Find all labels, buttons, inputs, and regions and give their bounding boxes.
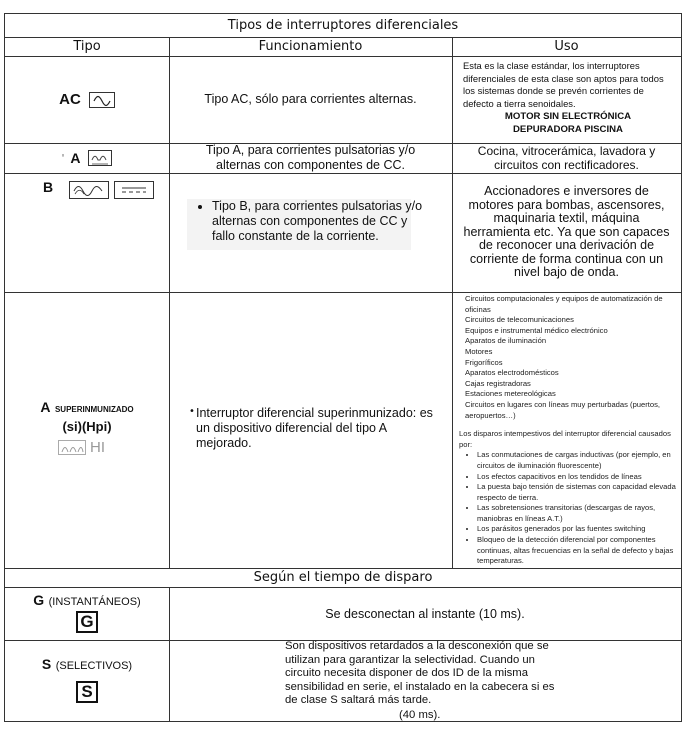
list-item: • Bloqueo de la detección diferencial por componentes continuas, altas frecuencias en la señal de defecto y bajas temperaturas. [477, 535, 677, 567]
uso-b: Accionadores e inversores de motores para bombas, ascensores, maquinaria textil, máquina herramienta etc. Ya que son capaces de reconocer una derivación de corriente de forma continua con un nivel bajo de onda. [463, 183, 670, 280]
table-title: Tipos de interruptores diferenciales [227, 18, 459, 33]
list-item: Equipos e instrumental médico electrónico [465, 325, 608, 335]
dc-wave-icon [114, 181, 154, 199]
uso-asi-list [465, 294, 677, 421]
list-item: Circuitos computacionales y equipos de automatización de oficinas [465, 294, 663, 314]
tipo-g-cell [5, 587, 169, 640]
sine-wave-icon [89, 92, 115, 108]
header-tipo: Tipo [73, 39, 101, 54]
tipo-a-label: A [70, 150, 81, 166]
s-description-cell [169, 640, 681, 722]
tipo-asi-sub: SUPERINMUNIZADO [54, 405, 134, 414]
list-item: • Las sobretensiones transitorias (descargas de rayos, maniobras en líneas A.T.) [477, 503, 677, 524]
tipo-asi-label: A [40, 399, 51, 415]
list-item: Frigoríficos [465, 357, 503, 367]
uso-asi-intro: Los disparos intempestivos del interruptor diferencial causados por: [459, 429, 671, 449]
list-item: Estaciones metereológicas [465, 389, 556, 399]
tipo-s-cell [5, 640, 169, 722]
g-symbol-icon: G [76, 611, 98, 633]
uso-a: Cocina, vitrocerámica, lavadora y circuitos con rectificadores. [477, 144, 656, 172]
tipo-a-cell: ' A [5, 143, 169, 173]
superimmunized-wave-icon [58, 440, 86, 455]
uso-ac-text: Esta es la clase estándar, los interruptores diferenciales de esta clase son aptos para todos los sistemas donde se prevén corrientes de defecto a tierra senoidales. [463, 60, 664, 109]
tipo-s-paren: (SELECTIVOS) [55, 660, 133, 672]
list-item: • Los parásitos generados por las fuentes switching [477, 524, 677, 535]
tipo-b-label: B [43, 179, 54, 195]
pulsating-wave-icon [88, 150, 112, 166]
s-symbol-icon: S [76, 681, 98, 703]
list-item: Aparatos de iluminación [465, 336, 547, 346]
uso-ac-cell [452, 56, 681, 143]
list-item: Motores [465, 346, 493, 356]
funcionamiento-b-cell [169, 173, 452, 292]
tipo-b-cell [5, 173, 169, 292]
list-item: Aparatos electrodomésticos [465, 368, 559, 378]
uso-asi-bullets [465, 450, 677, 567]
funcionamiento-asi: Interruptor diferencial superinmunizado: es un dispositivo diferencial del tipo A mejorado. [196, 406, 433, 450]
tipo-g-paren: (INSTANTÁNEOS) [48, 596, 141, 608]
list-item: Circuitos de telecomunicaciones [465, 315, 574, 325]
section-title-disparo: Según el tiempo de disparo [253, 570, 433, 585]
funcionamiento-ac: Tipo AC, sólo para corrientes alternas. [204, 92, 417, 106]
tipo-asi-hi: HI [90, 439, 105, 456]
tipo-asi-cell [5, 292, 169, 568]
differential-switch-table [4, 13, 682, 722]
header-uso: Uso [554, 39, 579, 54]
g-description: Se desconectan al instante (10 ms). [325, 606, 525, 621]
list-item: Cajas registradoras [465, 378, 531, 388]
tipo-ac-cell [5, 56, 169, 143]
s-description: Son dispositivos retardados a la desconexión que se utilizan para garantizar la selectividad. Cuando un circuito necesita disponer de dos ID de la misma sensibilidad en serie, el instalado en la cabecera si es de clase S saltará más tarde. [285, 640, 555, 707]
list-item: • Las conmutaciones de cargas inductivas (por ejemplo, en circuitos de iluminación fluorescente) [477, 450, 677, 471]
list-item: • La puesta bajo tensión de sistemas con capacidad elevada respecto de tierra. [477, 482, 677, 503]
pulsating-wave-icon [69, 181, 109, 199]
funcionamiento-b: • Tipo B, para corrientes pulsatorias y/o alternas con componentes de CC y fallo constante de la corriente. [212, 199, 426, 244]
list-item: • Los efectos capacitivos en los tendidos de líneas [477, 472, 677, 483]
s-time: (40 ms). [399, 709, 441, 721]
uso-ac-bold-2: DEPURADORA PISCINA [513, 123, 623, 135]
tipo-asi-line2: (si)(Hpi) [62, 419, 112, 434]
uso-asi-cell [452, 292, 681, 568]
funcionamiento-b-list [194, 199, 426, 244]
tipo-g-label: G [33, 592, 45, 608]
list-item: Circuitos en lugares con líneas muy perturbadas (puertos, aeropuertos…) [465, 399, 661, 420]
funcionamiento-a: Tipo A, para corrientes pulsatorias y/o alternas con componentes de CC. [205, 143, 416, 172]
tipo-s-label: S [41, 656, 52, 672]
tipo-ac-label: AC [59, 91, 81, 108]
uso-ac-bold-1: MOTOR SIN ELECTRÓNICA [504, 111, 632, 123]
funcionamiento-asi-cell: • Interruptor diferencial superinmunizado: es un dispositivo diferencial del tipo A mejorado. [169, 292, 452, 568]
header-funcionamiento: Funcionamiento [258, 39, 363, 54]
